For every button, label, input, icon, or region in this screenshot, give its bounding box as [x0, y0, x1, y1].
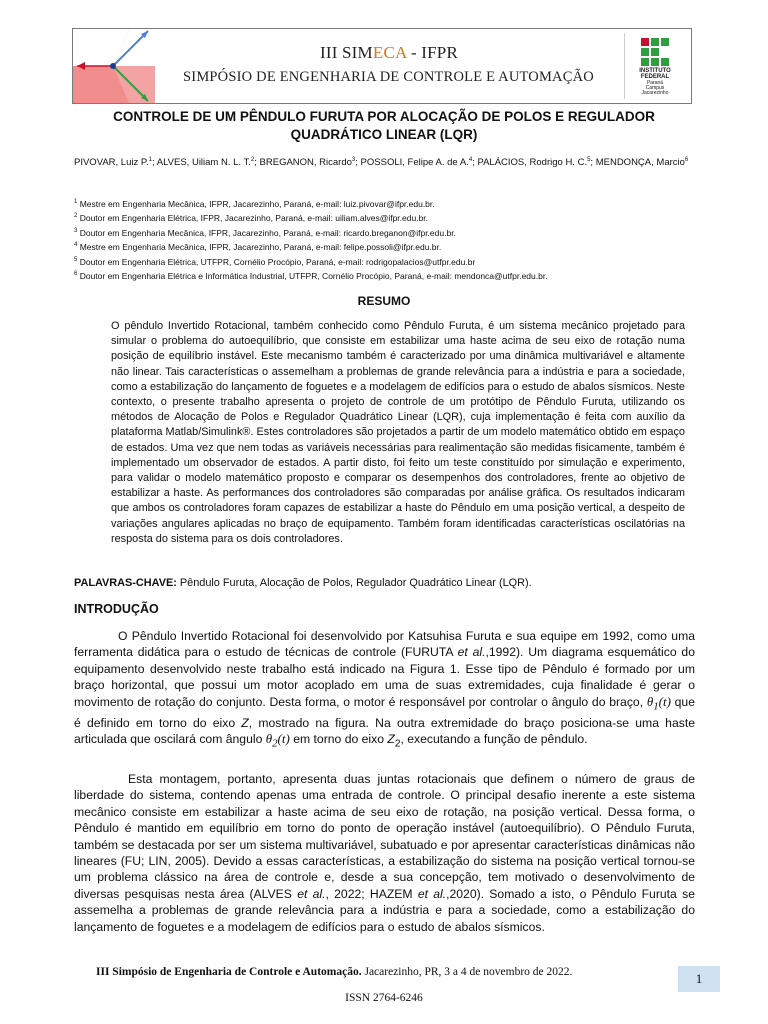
author-ref: 2: [250, 157, 255, 163]
affiliation-text: Mestre em Engenharia Mecânica, IFPR, Jacarezinho, Paraná, e-mail: felipe.possoli@ifpr.edu.br.: [77, 242, 442, 253]
affiliation-text: Doutor em Engenharia Elétrica, UTFPR, Cornélio Procópio, Paraná, e-mail: rodrigopalacios@utfpr.edu.br: [77, 256, 476, 267]
affiliation-ref: 2: [74, 213, 78, 220]
affiliation-ref: 6: [74, 271, 78, 278]
keywords-text: Pêndulo Furuta, Alocação de Polos, Regulador Quadrático Linear (LQR).: [176, 577, 532, 589]
theta2-symbol: $\theta_2(t)$: [265, 731, 290, 750]
affiliation-item: [74, 196, 694, 210]
author-name: POSSOLI, Felipe A. de A.: [360, 157, 469, 169]
author-name: MENDONÇA, Marcio: [595, 157, 685, 169]
author-name: PALÁCIOS, Rodrigo H. C.: [477, 157, 588, 169]
introduction-heading: INTRODUÇÃO: [74, 602, 159, 616]
theta1-symbol: $\theta_1(t)$: [646, 693, 671, 713]
author-ref: 4: [468, 157, 473, 163]
affiliation-list: [74, 196, 694, 283]
author-ref: 1: [148, 157, 152, 163]
affiliation-text: Doutor em Engenharia Elétrica, IFPR, Jacarezinho, Paraná, e-mail: uiliam.alves@ifpr.edu.br.: [77, 213, 429, 224]
conference-subtitle: SIMPÓSIO DE ENGENHARIA DE CONTROLE E AUTOMAÇÃO: [183, 69, 594, 85]
abstract-heading: RESUMO: [357, 294, 411, 308]
affiliation-text: Doutor em Engenharia Mecânica, IFPR, Jacarezinho, Paraná, e-mail: ricardo.breganon@ifpr.edu.br.: [77, 227, 456, 238]
ifpr-squares-icon: [639, 37, 671, 67]
keywords: [74, 576, 694, 590]
affiliation-item: [74, 239, 694, 253]
ifpr-campus-text: Paraná Campus Jacarezinho: [641, 80, 669, 96]
affiliation-item: [74, 210, 694, 224]
author-ref: 3: [351, 157, 356, 163]
author-ref: 6: [684, 157, 689, 163]
conference-title: III SIMECA - IFPR: [319, 43, 459, 62]
affiliation-text: Mestre em Engenharia Mecânica, IFPR, Jacarezinho, Paraná, e-mail: luiz.pivovar@ifpr.edu.br.: [77, 198, 435, 209]
affiliation-ref: 1: [74, 199, 78, 205]
author-name: PIVOVAR, Luiz P.: [74, 157, 149, 169]
page-footer: III Simpósio de Engenharia de Controle e Automação. Jacarezinho, PR, 3 a 4 de novembro de 2022.: [96, 966, 573, 978]
affiliation-ref: 3: [74, 227, 78, 234]
introduction-paragraph-1: O Pêndulo Invertido Rotacional foi desenvolvido por Katsuhisa Furuta e sua equipe em 1992, como uma ferramenta didática para o estudo de técnicas de controle (FURUTA et al.,1992). Um diagrama esquemático do equipamento desenvolvido neste trabalho está indicado na Figura 1. Esse tipo de Pêndulo é formado por um braço horizontal, que possui um motor acoplado em uma de suas extremidades, cuja finalidade é gerar o movimento de rotação do conjunto. Desta forma, o motor é responsável por controlar o ângulo do braço, $\theta_1(t)$ que é definido em torno do eixo Z, mostrado na figura. Na outra extremidade do braço posiciona-se uma haste articulada que oscilará com ângulo $\theta_2(t)$ em torno do eixo $Z_2$, executando a função de pêndulo.: [74, 629, 695, 750]
affiliation-text: Doutor em Engenharia Elétrica e Informática Industrial, UTFPR, Cornélio Procópio, Paraná, e-mail: mendonca@utfpr.edu.br.: [77, 270, 548, 281]
ifpr-logo: [624, 33, 685, 99]
affiliation-ref: 4: [74, 242, 78, 249]
conference-header: [72, 28, 692, 104]
affiliation-ref: 5: [74, 256, 78, 263]
ifpr-logo-text: INSTITUTO FEDERAL: [639, 68, 671, 80]
affiliation-item: [74, 254, 694, 268]
author-ref: 5: [587, 157, 591, 163]
affiliation-item: [74, 268, 694, 282]
abstract-text: O pêndulo Invertido Rotacional, também conhecido como Pêndulo Furuta, é um sistema mecânico projetado para simular o problema do autoequilíbrio, que consiste em estabilizar uma haste acima de seu eixo de rotação numa posição de equilíbrio instável. Este mecanismo também é caracterizado por uma dinâmica multivariável e altamente não linear. Tais características o assemelham a problemas de grande relevância para a indústria e para a sociedade, como a estabilização do lançamento de foguetes e a modelagem de edifícios para o estudo de abalos sísmicos. Neste contexto, o presente trabalho apresenta o projeto de controle de um protótipo de Pêndulo Furuta, utilizando os métodos de Alocação de Polos e Regulador Quadrático Linear (LQR), cuja implementação é feita com auxílio da plataforma Matlab/Simulink®. Estes controladores são projetados a partir de um modelo matemático obtido em espaço de estados. Uma vez que nem todas as variáveis necessárias para realimentação são medidas fisicamente, também é implementado um observador de estados. A partir disto, foi feito um teste constituído por simulação e experimento, para validar o modelo matemático proposto e comparar os desempenhos dos controladores, frente ao objetivo de estabilizar a haste. As performances dos controladores são comparadas por análise gráfica. Os resultados indicaram que ambos os controladores foram capazes de estabilizar a haste do Pêndulo em uma posição vertical, a despeito de variações angulares aplicadas no braço de equipamento. Também foram identificadas características oscilatórias na resposta do sistema para os dois controladores.: [111, 320, 685, 545]
paper-title: CONTROLE DE UM PÊNDULO FURUTA POR ALOCAÇÃO DE POLOS E REGULADOR QUADRÁTICO LINEAR (LQR): [113, 109, 655, 142]
author-list: PIVOVAR, Luiz P.$^1$; ALVES, Uiliam N. L. T.$^2$; BREGANON, Ricardo$^3$; POSSOLI, Felipe A. de A.$^4$; PALÁCIOS, Rodrigo H. C.$^5$; MENDONÇA, Marcio$^6$: [74, 157, 689, 169]
keywords-label: PALAVRAS-CHAVE:: [74, 577, 177, 589]
page-number: 1: [678, 966, 720, 992]
author-name: ALVES, Uiliam N. L. T.: [156, 157, 251, 169]
simeca-logo: [73, 29, 155, 103]
issn: ISSN 2764-6246: [345, 992, 423, 1004]
affiliation-item: [74, 225, 694, 239]
author-name: BREGANON, Ricardo: [259, 157, 352, 169]
introduction-paragraph-2: Esta montagem, portanto, apresenta duas juntas rotacionais que definem o número de graus de liberdade do sistema, contendo apenas uma entrada de controle. O principal desafio inerente a este sistema mecânico consiste em estabilizar a haste acima de seu eixo de rotação, na posição vertical. Dessa forma, o Pêndulo é mantido em equilíbrio em torno do ponto de operação instável (autoequilíbrio). O Pêndulo Furuta, também se destacada por ser um sistema multivariável, subatuado e por apresentar características dinâmicas não lineares (FU; LIN, 2005). Devido a essas características, a estabilização do sistema na posição vertical tornou-se um problema clássico na área de controle e, desde a sua concepção, tem motivado o desenvolvimento de diversas pesquisas nesta área (ALVES et al., 2022; HAZEM et al.,2020). Somado a isto, o Pêndulo Furuta se assemelha a problemas de grande relevância para a indústria e para a sociedade, como a estabilização do lançamento de foguetes e a modelagem de edifícios para o estudo de abalos sísmicos.: [74, 772, 695, 934]
